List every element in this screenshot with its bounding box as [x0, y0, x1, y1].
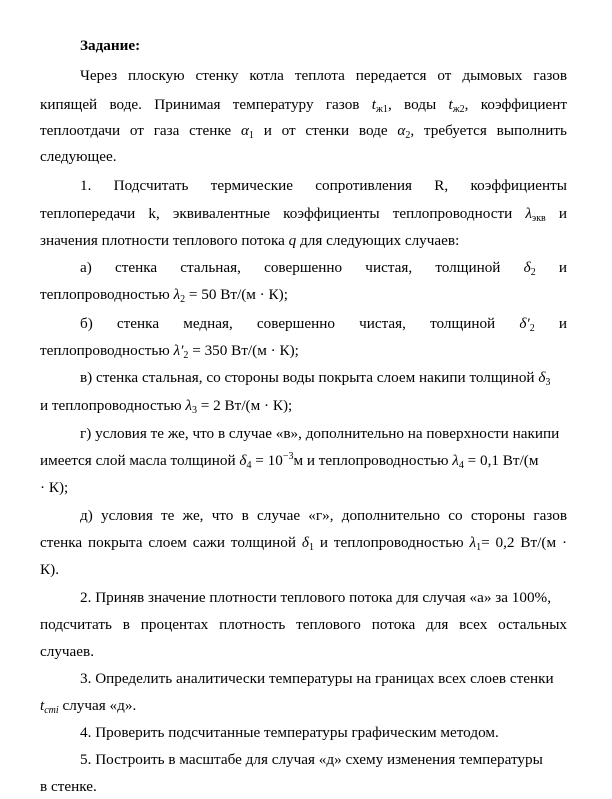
item2-line-2: подсчитать в процентах плотность теплового потока для всех остальных [40, 616, 567, 633]
case-e-line-2: стенка покрыта слоем сажи толщиной $\delta_1$ и теплопроводностью $\lambda_1= 0,2$ Вт/(м · [40, 534, 568, 553]
case-a-line-1: а) стенка стальная, совершенно чистая, толщиной $\delta_2$ и [80, 259, 568, 278]
item1-line-2: теплопередачи k, эквивалентные коэффициенты теплопроводности $\lambda_{экв}$ и [40, 205, 567, 224]
case-c-line-2: и теплопроводностью $\lambda_3 = 2$ Вт/(м · К); [40, 397, 293, 416]
case-b-line-2: теплопроводностью $\lambda'_2 = 350$ Вт/(м · К); [40, 342, 299, 361]
item2-line-3: случаев. [40, 643, 95, 660]
intro-line-1: Через плоскую стенку котла теплота передается от дымовых газов [80, 67, 567, 84]
item3-line-2: $t_{сті}$ случая «д». [40, 697, 137, 716]
case-b-line-1: б) стенка медная, совершенно чистая, толщиной $\delta'_2$ и [80, 315, 567, 334]
case-d-line-1: г) условия те же, что в случае «в», дополнительно на поверхности накипи [80, 425, 560, 442]
item1-line-3: значения плотности теплового потока q для следующих случаев: [40, 232, 460, 249]
item4-line: 4. Проверить подсчитанные температуры графическим методом. [80, 724, 499, 741]
item5-line-1: 5. Построить в масштабе для случая «д» схему изменения температуры [80, 751, 543, 768]
case-e-line-3: К). [40, 561, 59, 578]
case-a-line-2: теплопроводностью $\lambda_2 = 50$ Вт/(м · К); [40, 286, 288, 305]
task-heading: Задание: [80, 37, 141, 54]
case-d-line-2: имеется слой масла толщиной $\delta_4 = 10^{-3}м$ и теплопроводностью $\lambda_4 = 0,1$ Вт/(м [40, 451, 539, 471]
item2-line-1: 2. Приняв значение плотности теплового потока для случая «а» за 100%, [80, 589, 552, 606]
item1-line-1: 1. Подсчитать термические сопротивления R, коэффициенты [80, 177, 567, 194]
case-d-line-3: · К); [40, 479, 69, 496]
case-c-line-1: в) стенка стальная, со стороны воды покрыта слоем накипи толщиной $\delta_3$ [80, 369, 551, 388]
intro-line-3: теплоотдачи от газа стенке $\alpha_1$ и от стенки воде $\alpha_2$, требуется выполнить [40, 122, 567, 141]
item3-line-1: 3. Определить аналитически температуры на границах всех слоев стенки [80, 670, 554, 687]
case-e-line-1: д) условия те же, что в случае «г», дополнительно со стороны газов [80, 507, 567, 524]
intro-line-2: кипящей воде. Принимая температуру газов $t_{ж1}$, воды $t_{ж2}$, коэффициент [40, 96, 568, 115]
item5-line-2: в стенке. [40, 778, 97, 795]
intro-line-4: следующее. [40, 148, 117, 165]
